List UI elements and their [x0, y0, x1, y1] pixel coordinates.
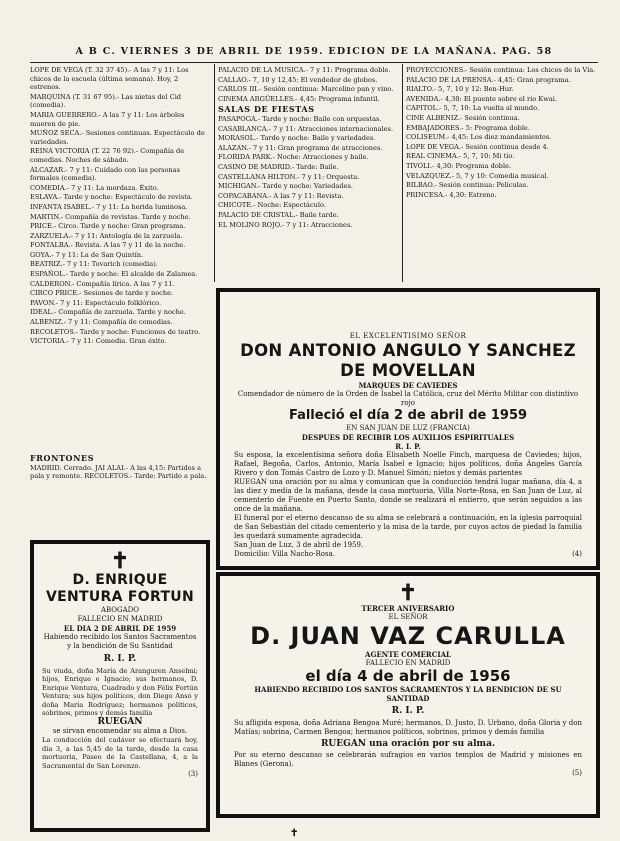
obituary-ruegan: RUEGAN una oración por su alma. [320, 739, 496, 749]
listings-column-middle [218, 66, 398, 284]
listing-line: GOYA.- 7 y 11: La de San Quintín. [30, 250, 144, 259]
cross-icon: ✝ [110, 548, 130, 574]
frontones-section [30, 452, 210, 502]
listings-list [30, 66, 210, 346]
obituary-marques-caviedes [216, 288, 600, 570]
salas-title: SALAS DE FIESTAS [218, 104, 315, 115]
obituary-date: EL DIA 2 DE ABRIL DE 1959 [63, 624, 177, 633]
obituary-ref: (4) [572, 550, 582, 558]
obituary-vaz-carulla [216, 572, 600, 818]
listing-line: VELAZQUEZ.- 5, 7 y 10: Comedia musical. [406, 171, 549, 180]
page-header: A B C. VIERNES 3 DE ABRIL DE 1959. EDICION DE LA MAÑANA. PAG. 58 [30, 46, 598, 63]
obituary-conduction: La conducción del cadáver se efectuará hoy, día 3, a las 5,45 de la tarde, desde la casa mortuoria, Paseo de la Castellana, 4, a la Sacramental de San Lorenzo. [42, 736, 198, 770]
listings-column-left [30, 66, 210, 451]
listing-line: COLISEUM.- 4,45: Los diez mandamientos. [406, 133, 552, 142]
obituary-date: Falleció el día 2 de abril de 1959 [288, 408, 528, 423]
listing-line: ALBENIZ.- 7 y 11: Compañía de comedias. [30, 318, 173, 327]
sala-line: CASABLANCA.- 7 y 11: Atracciones internacionales. [218, 124, 394, 133]
listings-column-right [406, 66, 598, 284]
cinema-list-right [406, 66, 598, 199]
obituary-ref: (3) [188, 770, 198, 779]
sala-line: CASINO DE MADRID.- Tarde: Baile. [218, 162, 339, 171]
obituary-anniversary: TERCER ANIVERSARIO [361, 604, 455, 613]
listing-line: LOPE DE VEGA (T. 32 37 45).- A las 7 y 11: Los chicos de la escuela (última semana). Hoy, 2 estrenos. [30, 66, 189, 92]
obituary-request: RUEGAN una oración por su alma y comunican que la conducción tendrá lugar mañana, día 4, a las diez y media de la mañana, desde la casa mortuoria, Villa Norte-Rosa, en San Juan de Luz, al cementerio de Fuente en Puerto Santo, donde se realizará el entierro, que serán seguidos a las once de la mañana. [234, 478, 582, 513]
listing-line: CIRCO PRICE.- Sesiones de tarde y noche. [30, 289, 174, 298]
listing-line: RIALTO.- 5, 7, 10 y 12: Ben-Hur. [406, 85, 514, 94]
listing-line: BEATRIZ.- 7 y 11: Tovarich (comedia). [30, 260, 158, 269]
obituary-date: el día 4 de abril de 1956 [305, 667, 511, 685]
obituary-title: EL EXCELENTISIMO SEÑOR [349, 332, 467, 340]
obituary-title: EL SEÑOR [388, 613, 428, 621]
listing-line: CARLOS III.- Sesión continua: Marcelino pan y vino. [218, 85, 394, 94]
obituary-home: Domicilio: Villa Nacho-Rosa. [234, 550, 335, 558]
obituary-profession: ABOGADO [100, 606, 140, 614]
listing-line: INFANTA ISABEL.- 7 y 11: La herida luminosa. [30, 202, 188, 211]
listing-line: MUÑOZ SECA.- Sesiones continuas. Espectáculo de variedades. [30, 129, 205, 146]
obituary-prayer: se sirvan encomendar su alma a Dios. [52, 727, 188, 736]
obituary-name: DON ANTONIO ANGULO Y SANCHEZ DE MOVELLAN [240, 341, 576, 380]
listing-line: COMEDIA.- 7 y 11: La mordaza. Éxito. [30, 183, 159, 192]
obituary-rank: MARQUES DE CAVIEDES [358, 381, 458, 390]
listing-line: FONTALBA.- Revista. A las 7 y 11 de la noche. [30, 241, 186, 250]
listing-line: CAPITOL.- 5, 7, 10: La vuelta al mundo. [406, 104, 540, 113]
obituary-died-place: FALLECIO EN MADRID [77, 615, 163, 623]
listing-line: PRICE.- Circo. Tarde y noche: Gran programa. [30, 222, 186, 231]
listing-line: ZARZUELA.- 7 y 11: Antología de la zarzuela. [30, 231, 183, 240]
obituary-rip: R. I. P. [103, 654, 137, 664]
listing-line: IDEAL.- Compañía de zarzuela. Tarde y noche. [30, 308, 186, 317]
sala-line: CHICOTE.- Noche: Espectáculo. [218, 201, 326, 210]
obituary-name: D. ENRIQUE VENTURA FORTUN [46, 572, 194, 605]
sala-line: COPACABANA.- A las 7 y 11: Revista. [218, 191, 344, 200]
obituary-place: EN SAN JUAN DE LUZ (FRANCIA) [346, 424, 470, 432]
sala-line: ALAZAN.- 7 y 11: Gran programa de atracciones. [218, 143, 383, 152]
frontones-text: MADRID. Cerrado. JAI ALAI.- A las 4,15: Partidos a pala y remonte. RECOLETOS.- Tarde: Partido a pala. [30, 463, 207, 481]
listing-line: CINE ALBENIZ.- Sesión continua. [406, 113, 520, 122]
obituary-funeral: El funeral por el eterno descanso de su alma se celebrará a continuación, en la iglesia parroquial de San Sebastián del citado cementerio y la misa de la tarde, por cuyos actos de piedad la familia les quedará sumamente agradecida. [234, 514, 582, 540]
listing-line: RECOLETOS.- Tarde y noche: Funciones de teatro. [30, 327, 201, 336]
listing-line: CALDERON.- Compañía lírica. A las 7 y 11. [30, 279, 175, 288]
obituary-family: Su viuda, doña María de Aranguren Anselmi; hijos, Enrique e Ignacio; sus hermanos, D. Enrique Ventura, Cuadrado y don Félix Fortún Ventura; sus hijos políticos, don Diego Ansó y doña María Rodríguez; hermanos políticos, sobrinos, primos y demás familia [42, 667, 198, 718]
listing-line: MARTIN.- Compañía de revistas. Tarde y noche. [30, 212, 191, 221]
column-divider [214, 64, 215, 282]
listing-line: MARIA GUERRERO.- A las 7 y 11: Los árboles mueren de pie. [30, 110, 185, 128]
listing-line: REAL CINEMA.- 5, 7, 10: Mi tío. [406, 152, 515, 161]
obituary-honors: Comendador de número de la Orden de Isabel la Católica, cruz del Mérito Militar con distintivo rojo [237, 390, 579, 407]
listing-line: ESPAÑOL.- Tarde y noche: El alcalde de Zalamea. [30, 270, 198, 279]
listing-line: ESLAVA.- Tarde y noche: Espectáculo de revista. [30, 193, 193, 202]
salas-list [218, 115, 398, 229]
obituary-masses: Por su eterno descanso se celebrarán sufragios en varios templos de Madrid y misiones en Blanes (Gerona). [234, 751, 582, 768]
obituary-family: Su esposa, la excelentísima señora doña Elisabeth Noelle Finch, marquesa de Caviedes; hijos, Rafael, Begoña, Carlos, Antonio, María Isabel e Ignacio; hijos políticos, doña Ángeles García Rivero y don Tomás Castro de Lozo y D. Manuel Simón; nietos y demás parientes [234, 451, 582, 477]
listing-line: ALCAZAR.- 7 y 11: Cuidado con las personas formales (comedia). [30, 165, 181, 183]
obituary-died-place: FALLECIO EN MADRID [365, 659, 451, 667]
column-divider-2 [402, 64, 403, 282]
sala-line: PALACIO DE CRISTAL.- Baile tarde. [218, 210, 339, 219]
obituary-name: D. JUAN VAZ CARULLA [250, 622, 566, 650]
obituary-sacraments: DESPUES DE RECIBIR LOS AUXILIOS ESPIRITUALES [301, 433, 515, 442]
obituary-sacraments: Habiendo recibido los Santos Sacramentos y la bendición de Su Santidad [43, 633, 197, 650]
listing-line: PAVON.- 7 y 11: Espectáculo folklórico. [30, 298, 162, 307]
obituary-ref: (5) [572, 769, 582, 777]
sala-line: MORASOL.- Tarde y noche: Baile y variedades. [218, 134, 376, 143]
listing-line: MARQUINA (T. 31 67 95).- Las nietas del Cid (comedia). [30, 92, 182, 110]
listing-line: CALLAO.- 7, 10 y 12,45: El vendedor de globos. [218, 75, 378, 84]
sala-line: FLORIDA PARK.- Noche: Atracciones y baile. [218, 153, 369, 162]
obituary-ventura-fortun [30, 540, 210, 832]
listing-line: PROYECCIONES.- Sesión continua: Los chicos de la Vía. [406, 66, 596, 74]
listing-line: EMBAJADORES.- 5: Programa doble. [406, 123, 530, 132]
cinema-list [218, 66, 398, 103]
obituary-family: Su afligida esposa, doña Adriana Bengoa Muré; hermanos, D. Justo, D. Urbano, doña Gloria y don Matías; sobrina, Carmen Bengoa; hermanos políticos, sobrinos, primos y demás familia [234, 719, 582, 736]
obituary-ruegan: RUEGAN [97, 717, 143, 728]
listing-line: PALACIO DE LA MUSICA.- 7 y 11: Programa doble. [218, 66, 391, 74]
listing-line: LOPE DE VEGA.- Sesión continua desde 4. [406, 142, 549, 151]
frontones-title: FRONTONES [30, 453, 95, 463]
listing-line: TIVOLI.- 4,30: Programa doble. [406, 161, 512, 170]
cross-icon: ✝ [398, 580, 418, 606]
listing-line: AVENIDA.- 4,30: El puente sobre el río Kwai. [406, 94, 557, 103]
listing-line: PRINCESA.- 4,30: Estreno. [406, 190, 497, 199]
listing-line: VICTORIA.- 7 y 11: Comedia. Gran éxito. [30, 337, 167, 346]
listing-line: CINEMA ARGÜELLES.- 4,45: Programa infantil. [218, 94, 380, 103]
footer-mark: ✝ [290, 828, 299, 839]
listing-line: BILBAO.- Sesión continua: Películas. [406, 181, 529, 190]
sala-line: CASTELLANA HILTON.- 7 y 11: Orquesta. [218, 172, 360, 181]
sala-line: MICHIGAN.- Tarde y noche: Variedades. [218, 182, 353, 191]
obituary-rip: R. I. P. [395, 442, 421, 451]
obituary-rip: R. I. P. [391, 706, 425, 716]
listing-line: REINA VICTORIA (T. 22 76 92).- Compañía de comedias. Noches de sábado. [30, 147, 185, 164]
obituary-sacraments: HABIENDO RECIBIDO LOS SANTOS SACRAMENTOS Y LA BENDICION DE SU SANTIDAD [254, 685, 562, 703]
sala-line: PASAPOGA.- Tarde y noche: Baile con orquestas. [218, 114, 382, 123]
obituary-place-date: San Juan de Luz, 3 de abril de 1959. [234, 541, 364, 549]
obituary-profession: AGENTE COMERCIAL [365, 650, 451, 659]
sala-line: EL MOLINO ROJO.- 7 y 11: Atracciones. [218, 220, 353, 229]
listing-line: PALACIO DE LA PRENSA.- 4,45: Gran programa. [406, 75, 571, 84]
